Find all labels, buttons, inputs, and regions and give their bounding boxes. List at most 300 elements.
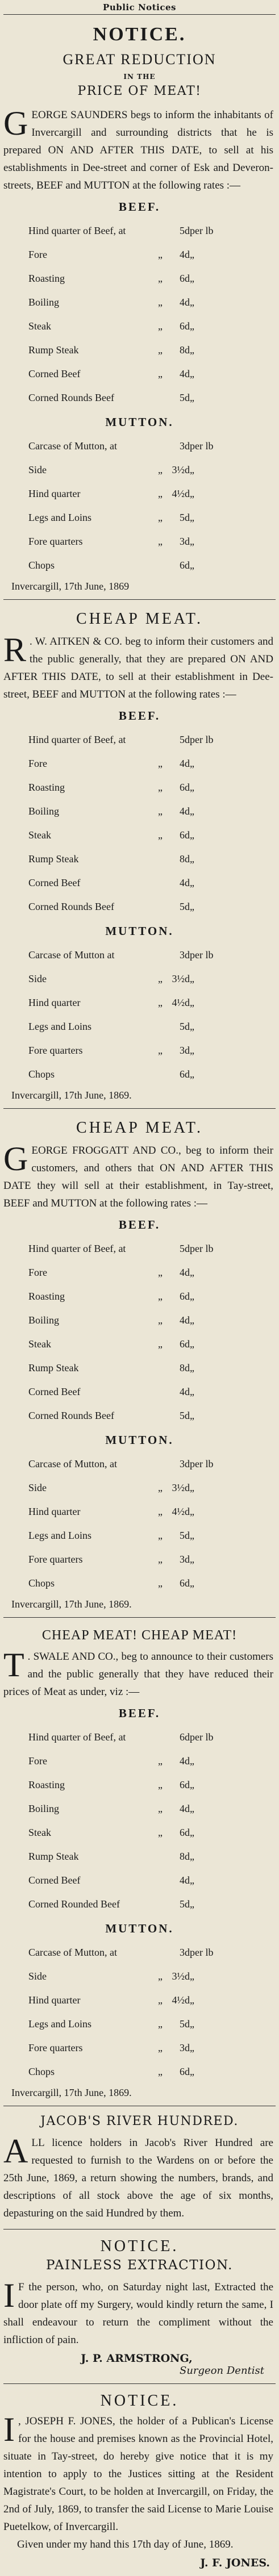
- price-unit: „: [190, 781, 194, 793]
- price-unit: „: [190, 757, 194, 769]
- price-ditto: [153, 728, 167, 751]
- price-value: 5d: [180, 511, 190, 523]
- price-unit: „: [190, 391, 194, 403]
- price-value: 4d: [180, 1755, 190, 1767]
- price-ditto: „: [158, 1994, 163, 2006]
- price-unit: „: [190, 1409, 194, 1421]
- price-value: 5d: [180, 1529, 190, 1541]
- mutton-section-title: MUTTON.: [105, 924, 174, 938]
- price-value: 6d: [180, 1290, 190, 1302]
- price-row: [28, 1773, 224, 1797]
- price-row: [28, 219, 224, 243]
- mutton-price-table: [28, 1452, 224, 1595]
- price-value: 5d: [180, 2018, 190, 2030]
- price-ditto: „: [158, 1970, 163, 1982]
- price-value: 3d: [180, 535, 190, 547]
- price-unit: „: [190, 1385, 194, 1397]
- price-item: Rump Steak: [28, 1362, 79, 1373]
- price-value: 6d: [180, 1778, 190, 1790]
- price-unit: „: [190, 829, 194, 841]
- price-ditto: „: [158, 1314, 163, 1326]
- price-value: 6d: [180, 2065, 190, 2077]
- notice-froggatt: [3, 1109, 276, 1618]
- price-row: [28, 943, 224, 967]
- price-ditto: „: [158, 2041, 163, 2053]
- price-unit: „: [190, 320, 194, 332]
- price-ditto: „: [158, 1505, 163, 1517]
- price-row: [28, 1284, 224, 1308]
- price-ditto: „: [158, 1778, 163, 1790]
- price-value: 6d: [180, 1338, 190, 1350]
- price-value: 4d: [180, 296, 190, 308]
- price-unit: „: [190, 296, 194, 308]
- price-ditto: „: [158, 996, 163, 1008]
- notice-saunders: [3, 15, 276, 600]
- price-value: 5d: [180, 391, 190, 403]
- price-value: 8d: [180, 1362, 190, 1373]
- price-unit: „: [190, 344, 194, 356]
- price-row: [28, 314, 224, 338]
- price-item: Hind quarter of Beef, at: [28, 224, 126, 236]
- price-ditto: „: [158, 972, 163, 984]
- price-item: Carcase of Mutton, at: [28, 1946, 117, 1958]
- price-value: 3½d: [172, 1481, 190, 1493]
- price-item: Side: [28, 464, 47, 475]
- given-line: Given under my hand this 17th day of June, 1869.: [17, 2539, 234, 2550]
- price-row: [28, 1797, 224, 1821]
- price-unit: per lb: [190, 1242, 214, 1254]
- notice-body: [3, 1648, 276, 1701]
- price-row: [28, 1523, 224, 1547]
- price-value: 3½d: [172, 972, 190, 984]
- price-unit: per lb: [190, 440, 214, 452]
- price-ditto: [153, 1725, 167, 1749]
- price-value: 8d: [180, 344, 190, 356]
- price-ditto: [153, 895, 167, 918]
- price-item: Roasting: [28, 272, 65, 284]
- price-row: [28, 1500, 224, 1523]
- price-row: [28, 1844, 224, 1868]
- price-unit: „: [190, 805, 194, 817]
- price-item: Roasting: [28, 1290, 65, 1302]
- price-row: [28, 1332, 224, 1356]
- price-value: 4d: [180, 1874, 190, 1886]
- price-ditto: [153, 1844, 167, 1868]
- price-row: [28, 290, 224, 314]
- notice-aitken: [3, 600, 276, 1109]
- masthead: Public Notices: [3, 2, 276, 15]
- price-unit: „: [190, 1505, 194, 1517]
- price-value: 5d: [180, 1242, 190, 1254]
- notice-jacobs-river: [3, 2106, 276, 2230]
- price-value: 4d: [180, 368, 190, 379]
- price-row: [28, 434, 224, 458]
- price-ditto: [153, 1940, 167, 1964]
- notice-heading: CHEAP MEAT! CHEAP MEAT!: [41, 1628, 238, 1643]
- notice-body-text: , JOSEPH F. JONES, the holder of a Publican's License for the house and premises known as the Provincial Hotel, situate in Tay-street, do hereby give notice that it is my intention to apply to the Justices sitting at the Resident Magistrate's Court, to be holden at Invercargill, on Friday, the 2nd of July, 1869, to transfer the said License to Marie Louise Puetelkow, of Invercargill.: [3, 2415, 273, 2533]
- price-ditto: „: [158, 464, 163, 475]
- price-unit: „: [190, 248, 194, 260]
- price-item: Corned Beef: [28, 1385, 81, 1397]
- price-value: 6d: [180, 1068, 190, 1080]
- price-row: [28, 506, 224, 529]
- price-unit: „: [190, 1577, 194, 1589]
- price-value: 3d: [180, 949, 190, 961]
- price-row: [28, 1237, 224, 1260]
- price-value: 4d: [180, 248, 190, 260]
- price-row: [28, 2036, 224, 2060]
- price-ditto: „: [158, 272, 163, 284]
- price-item: Hind quarter: [28, 1994, 81, 2006]
- price-item: Side: [28, 972, 47, 984]
- price-unit: „: [190, 1826, 194, 1838]
- price-item: Legs and Loins: [28, 2018, 91, 2030]
- price-unit: per lb: [190, 1458, 214, 1469]
- notice-date: Invercargill, 17th June, 1869.: [11, 2087, 132, 2098]
- price-unit: „: [190, 1290, 194, 1302]
- price-unit: „: [190, 1970, 194, 1982]
- price-ditto: „: [158, 344, 163, 356]
- price-value: 8d: [180, 1850, 190, 1862]
- drop-cap: T: [3, 1646, 24, 1684]
- price-value: 3d: [180, 440, 190, 452]
- price-ditto: „: [158, 1338, 163, 1350]
- price-ditto: „: [158, 2065, 163, 2077]
- price-row: [28, 1749, 224, 1773]
- price-value: 6d: [180, 1731, 190, 1743]
- price-ditto: [153, 1356, 167, 1380]
- price-ditto: [153, 1062, 167, 1086]
- notice-body: [3, 2412, 276, 2536]
- beef-section-title: BEEF.: [118, 709, 161, 723]
- price-unit: per lb: [190, 1946, 214, 1958]
- price-value: 5d: [180, 900, 190, 912]
- price-ditto: „: [158, 1290, 163, 1302]
- price-unit: „: [190, 1898, 194, 1910]
- price-ditto: [153, 434, 167, 458]
- price-value: 4d: [180, 1385, 190, 1397]
- price-unit: „: [190, 900, 194, 912]
- notice-heading: NOTICE.: [100, 2392, 179, 2410]
- mutton-section-title: MUTTON.: [105, 1433, 174, 1447]
- price-ditto: [153, 1404, 167, 1427]
- price-row: [28, 967, 224, 991]
- notice-date: Invercargill, 17th June, 1869.: [11, 1598, 132, 1610]
- price-unit: „: [190, 1553, 194, 1565]
- drop-cap: G: [3, 105, 28, 142]
- notice-body: [3, 1142, 276, 1212]
- price-ditto: „: [158, 829, 163, 841]
- notice-subtitle: PRICE OF MEAT!: [77, 84, 202, 98]
- drop-cap: I: [3, 2411, 15, 2448]
- price-row: [28, 1476, 224, 1500]
- price-row: [28, 458, 224, 482]
- price-ditto: [153, 943, 167, 967]
- price-item: Legs and Loins: [28, 1529, 91, 1541]
- price-row: [28, 1260, 224, 1284]
- price-unit: per lb: [190, 1731, 214, 1743]
- notice-body: [3, 2278, 276, 2349]
- price-value: 3½d: [172, 464, 190, 475]
- price-ditto: „: [158, 535, 163, 547]
- price-row: [28, 553, 224, 577]
- price-row: [28, 751, 224, 775]
- price-row: [28, 1014, 224, 1038]
- price-row: [28, 1308, 224, 1332]
- price-item: Legs and Loins: [28, 511, 91, 523]
- price-row: [28, 1868, 224, 1892]
- price-item: Rump Steak: [28, 853, 79, 865]
- price-value: 6d: [180, 559, 190, 571]
- price-ditto: „: [158, 1529, 163, 1541]
- price-ditto: „: [158, 757, 163, 769]
- signature: J. F. JONES.: [200, 2557, 270, 2569]
- price-value: 3d: [180, 1946, 190, 1958]
- price-ditto: „: [158, 1577, 163, 1589]
- signature-role: Surgeon Dentist: [180, 2365, 264, 2377]
- price-value: 4d: [180, 757, 190, 769]
- drop-cap: R: [3, 631, 27, 669]
- price-row: [28, 799, 224, 823]
- price-row: [28, 823, 224, 847]
- price-ditto: „: [158, 511, 163, 523]
- beef-price-table: [28, 1237, 224, 1427]
- price-ditto: „: [158, 805, 163, 817]
- price-ditto: „: [158, 1481, 163, 1493]
- price-item: Steak: [28, 829, 51, 841]
- beef-price-table: [28, 1725, 224, 1916]
- price-row: [28, 1404, 224, 1427]
- price-value: 4d: [180, 805, 190, 817]
- price-ditto: „: [158, 487, 163, 499]
- price-row: [28, 1725, 224, 1749]
- mutton-section-title: MUTTON.: [105, 415, 174, 429]
- price-row: [28, 1821, 224, 1844]
- mutton-price-table: [28, 1940, 224, 2084]
- price-row: [28, 1988, 224, 2012]
- notice-body: [3, 106, 276, 194]
- price-unit: „: [190, 559, 194, 571]
- price-ditto: „: [158, 320, 163, 332]
- price-item: Chops: [28, 559, 55, 571]
- price-unit: „: [190, 487, 194, 499]
- price-item: Fore quarters: [28, 1044, 83, 1056]
- notice-body-text: EORGE SAUNDERS begs to inform the inhabitants of Invercargill and surrounding districts that he is prepared ON AND AFTER THIS DATE, to sell at his establishments in Dee-street and corner of Esk and Deveron-streets, BEEF and MUTTON at the following rates :—: [3, 109, 273, 191]
- price-item: Hind quarter: [28, 487, 81, 499]
- price-unit: „: [190, 972, 194, 984]
- price-item: Steak: [28, 320, 51, 332]
- price-item: Corned Beef: [28, 1874, 81, 1886]
- notice-armstrong: [3, 2230, 276, 2384]
- price-item: Carcase of Mutton, at: [28, 1458, 117, 1469]
- price-item: Carcase of Mutton, at: [28, 440, 117, 452]
- price-item: Corned Rounds Beef: [28, 391, 114, 403]
- price-value: 6d: [180, 320, 190, 332]
- price-value: 3½d: [172, 1970, 190, 1982]
- price-row: [28, 338, 224, 362]
- price-row: [28, 991, 224, 1014]
- price-ditto: [153, 847, 167, 871]
- price-ditto: [153, 1452, 167, 1476]
- mutton-price-table: [28, 943, 224, 1086]
- price-item: Fore quarters: [28, 535, 83, 547]
- price-item: Hind quarter: [28, 1505, 81, 1517]
- price-row: [28, 1571, 224, 1595]
- price-unit: „: [190, 1994, 194, 2006]
- price-item: Roasting: [28, 781, 65, 793]
- price-item: Hind quarter of Beef, at: [28, 1731, 126, 1743]
- price-item: Legs and Loins: [28, 1020, 91, 1032]
- price-unit: „: [190, 535, 194, 547]
- beef-section-title: BEEF.: [118, 200, 161, 214]
- price-value: 3d: [180, 2041, 190, 2053]
- price-item: Steak: [28, 1338, 51, 1350]
- price-ditto: [153, 1892, 167, 1916]
- price-row: [28, 1547, 224, 1571]
- price-item: Chops: [28, 2065, 55, 2077]
- price-unit: „: [190, 1755, 194, 1767]
- price-ditto: „: [158, 1553, 163, 1565]
- price-row: [28, 482, 224, 506]
- price-item: Boiling: [28, 1314, 60, 1326]
- price-ditto: „: [158, 1826, 163, 1838]
- price-unit: „: [190, 1850, 194, 1862]
- price-value: 6d: [180, 1577, 190, 1589]
- beef-section-title: BEEF.: [118, 1218, 161, 1231]
- price-ditto: [153, 1868, 167, 1892]
- price-unit: „: [190, 996, 194, 1008]
- price-unit: „: [190, 876, 194, 888]
- price-ditto: „: [158, 248, 163, 260]
- beef-price-table: [28, 219, 224, 410]
- notice-date: Invercargill, 17th June, 1869.: [11, 1089, 132, 1101]
- price-ditto: [153, 386, 167, 410]
- price-item: Rump Steak: [28, 1850, 79, 1862]
- price-item: Rump Steak: [28, 344, 79, 356]
- price-unit: „: [190, 1802, 194, 1814]
- price-value: 8d: [180, 853, 190, 865]
- price-unit: „: [190, 2041, 194, 2053]
- price-item: Hind quarter of Beef, at: [28, 733, 126, 745]
- price-unit: „: [190, 368, 194, 379]
- price-unit: per lb: [190, 949, 214, 961]
- price-item: Hind quarter: [28, 996, 81, 1008]
- price-ditto: [153, 1380, 167, 1404]
- price-item: Corned Beef: [28, 876, 81, 888]
- price-item: Fore: [28, 1755, 47, 1767]
- price-unit: „: [190, 1020, 194, 1032]
- notice-title: GREAT REDUCTION: [63, 51, 216, 68]
- price-row: [28, 1062, 224, 1086]
- price-unit: „: [190, 2018, 194, 2030]
- price-item: Boiling: [28, 805, 60, 817]
- price-item: Chops: [28, 1577, 55, 1589]
- price-ditto: [153, 871, 167, 895]
- price-row: [28, 2012, 224, 2036]
- price-item: Boiling: [28, 1802, 60, 1814]
- price-value: 6d: [180, 272, 190, 284]
- price-value: 4½d: [172, 487, 190, 499]
- price-unit: „: [190, 272, 194, 284]
- price-row: [28, 1892, 224, 1916]
- price-ditto: [153, 1014, 167, 1038]
- price-row: [28, 1964, 224, 1988]
- price-unit: „: [190, 511, 194, 523]
- price-row: [28, 728, 224, 751]
- price-value: 5d: [180, 733, 190, 745]
- notice-jones: [3, 2384, 276, 2576]
- notice-title: PAINLESS EXTRACTION.: [46, 2258, 233, 2273]
- notice-date: Invercargill, 17th June, 1869: [11, 581, 130, 592]
- beef-section-title: BEEF.: [118, 1706, 161, 1720]
- price-unit: „: [190, 1044, 194, 1056]
- price-row: [28, 775, 224, 799]
- price-row: [28, 1356, 224, 1380]
- price-row: [28, 895, 224, 918]
- price-item: Boiling: [28, 296, 60, 308]
- notice-heading: NOTICE.: [93, 24, 186, 45]
- price-row: [28, 1452, 224, 1476]
- price-item: Side: [28, 1481, 47, 1493]
- price-unit: „: [190, 1362, 194, 1373]
- notice-body: [3, 2134, 276, 2222]
- notice-heading: NOTICE.: [100, 2237, 179, 2255]
- price-unit: „: [190, 2065, 194, 2077]
- price-row: [28, 362, 224, 386]
- notice-body-text: . W. AITKEN & CO. beg to inform their customers and the public generally, that they are prepared ON AND AFTER THIS DATE, to sell at their establishment in Dee-street, BEEF and MUTTON at the following rates :—: [3, 636, 273, 700]
- price-ditto: „: [158, 1755, 163, 1767]
- price-unit: „: [190, 1068, 194, 1080]
- price-row: [28, 243, 224, 266]
- drop-cap: I: [3, 2277, 15, 2314]
- price-item: Fore quarters: [28, 2041, 83, 2053]
- price-value: 4½d: [172, 1505, 190, 1517]
- price-row: [28, 847, 224, 871]
- price-item: Fore quarters: [28, 1553, 83, 1565]
- price-unit: „: [190, 1529, 194, 1541]
- price-row: [28, 266, 224, 290]
- mutton-section-title: MUTTON.: [105, 1922, 174, 1935]
- price-item: Roasting: [28, 1778, 65, 1790]
- drop-cap: G: [3, 1140, 28, 1178]
- notice-heading: JACOB'S RIVER HUNDRED.: [40, 2114, 239, 2128]
- price-ditto: „: [158, 1802, 163, 1814]
- notice-body-text: F the person, who, on Saturday night last, Extracted the door plate off my Surgery, would kindly return the same, I shall endeavour to return the compliment without the infliction of pain.: [3, 2281, 273, 2346]
- price-row: [28, 871, 224, 895]
- price-row: [28, 1940, 224, 1964]
- price-value: 5d: [180, 1020, 190, 1032]
- price-value: 3d: [180, 1553, 190, 1565]
- notice-body-text: EORGE FROGGATT AND CO., beg to inform their customers, and others that ON AND AFTER THIS DATE they will sell at their establishment, in Tay-street, BEEF and MUTTON at the following rates :—: [3, 1145, 273, 1209]
- price-value: 6d: [180, 781, 190, 793]
- price-value: 5d: [180, 224, 190, 236]
- price-item: Corned Rounded Beef: [28, 1898, 120, 1910]
- price-row: [28, 386, 224, 410]
- price-item: Fore: [28, 1266, 47, 1278]
- price-value: 4d: [180, 1314, 190, 1326]
- price-item: Corned Rounds Beef: [28, 1409, 114, 1421]
- price-row: [28, 1380, 224, 1404]
- price-unit: „: [190, 1481, 194, 1493]
- price-ditto: [153, 553, 167, 577]
- price-item: Corned Beef: [28, 368, 81, 379]
- price-unit: „: [190, 1778, 194, 1790]
- price-item: Side: [28, 1970, 47, 1982]
- price-unit: „: [190, 1314, 194, 1326]
- price-unit: „: [190, 464, 194, 475]
- price-unit: „: [190, 1874, 194, 1886]
- price-value: 3d: [180, 1044, 190, 1056]
